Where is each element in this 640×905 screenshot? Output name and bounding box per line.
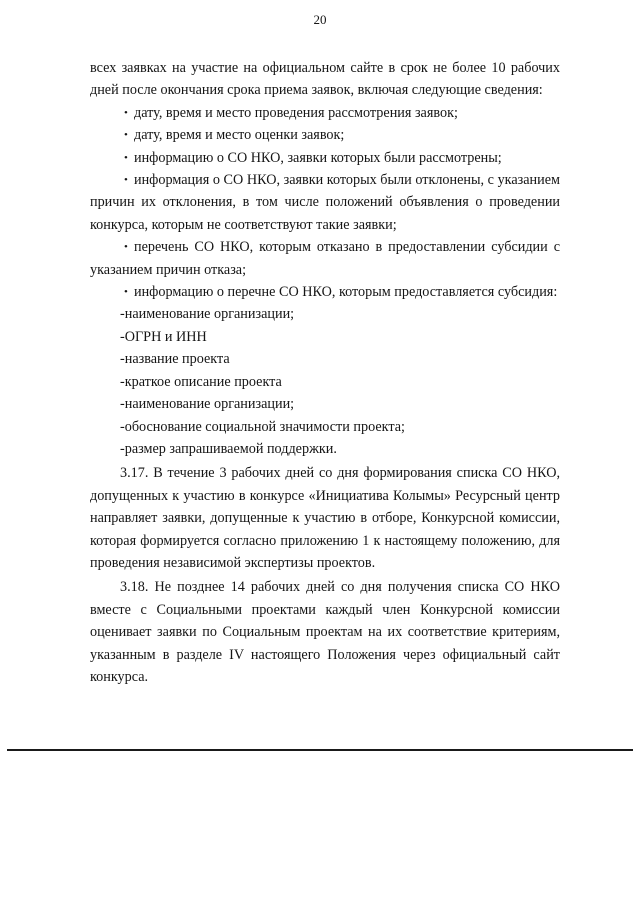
bullet-icon: • <box>124 286 128 299</box>
bullet-icon: • <box>124 174 128 187</box>
paragraph-3-17: 3.17. В течение 3 рабочих дней со дня формирования списка СО НКО, допущенных к участию в конкурсе «Инициатива Колымы» Ресурсный центр направляет заявки, допущенные к участию в отборе, Конкурсной комиссии, которая формируется согласно приложению 1 к настоящему положению, для проведения независимой экспертизы проектов. <box>90 465 560 571</box>
dash-list-item: -краткое описание проекта <box>120 373 282 390</box>
intro-paragraph: всех заявках на участие на официальном сайте в срок не более 10 рабочих дней после окончания срока приема заявок, включая следующие сведения: <box>90 60 560 99</box>
bullet-text: информацию о СО НКО, заявки которых были рассмотрены; <box>134 149 502 166</box>
bullet-item <box>90 102 560 124</box>
dash-list-item: -обоснование социальной значимости проекта; <box>120 418 405 435</box>
footer-divider <box>7 749 633 751</box>
dash-list-item: -название проекта <box>120 351 230 368</box>
dash-list-item: -наименование организации; <box>120 396 295 413</box>
bullet-item <box>90 147 560 169</box>
bullet-icon: • <box>124 129 128 142</box>
bullet-icon: • <box>124 241 128 254</box>
bullet-text: информацию о перечне СО НКО, которым предоставляется субсидия: <box>134 284 558 301</box>
bullet-item <box>90 124 560 146</box>
dash-list-item: -ОГРН и ИНН <box>120 328 207 345</box>
bullet-item <box>90 281 560 303</box>
bullet-text: дату, время и место оценки заявок; <box>134 127 345 144</box>
bullet-text: дату, время и место проведения рассмотрения заявок; <box>134 104 458 121</box>
paragraph-3-18: 3.18. Не позднее 14 рабочих дней со дня получения списка СО НКО вместе с Социальными проектами каждый член Конкурсной комиссии оценивает заявки по Социальным проектам на их соответствие критериям, указанным в разделе IV настоящего Положения через официальный сайт конкурса. <box>90 579 560 685</box>
bullet-icon: • <box>124 106 128 119</box>
document-body <box>90 57 560 688</box>
bullet-text: перечень СО НКО, которым отказано в предоставлении субсидии с указанием причин отказа; <box>90 239 560 278</box>
dash-list-item: -наименование организации; <box>120 306 295 323</box>
bullet-text: информация о СО НКО, заявки которых были отклонены, с указанием причин их отклонения, в том числе положений объявления о проведении конкурса, которым не соответствуют такие заявки; <box>90 172 560 233</box>
dash-list-item: -размер запрашиваемой поддержки. <box>120 440 337 457</box>
page-number: 20 <box>313 12 327 27</box>
bullet-item <box>90 169 560 236</box>
bullet-item <box>90 236 560 281</box>
bullet-icon: • <box>124 151 128 164</box>
